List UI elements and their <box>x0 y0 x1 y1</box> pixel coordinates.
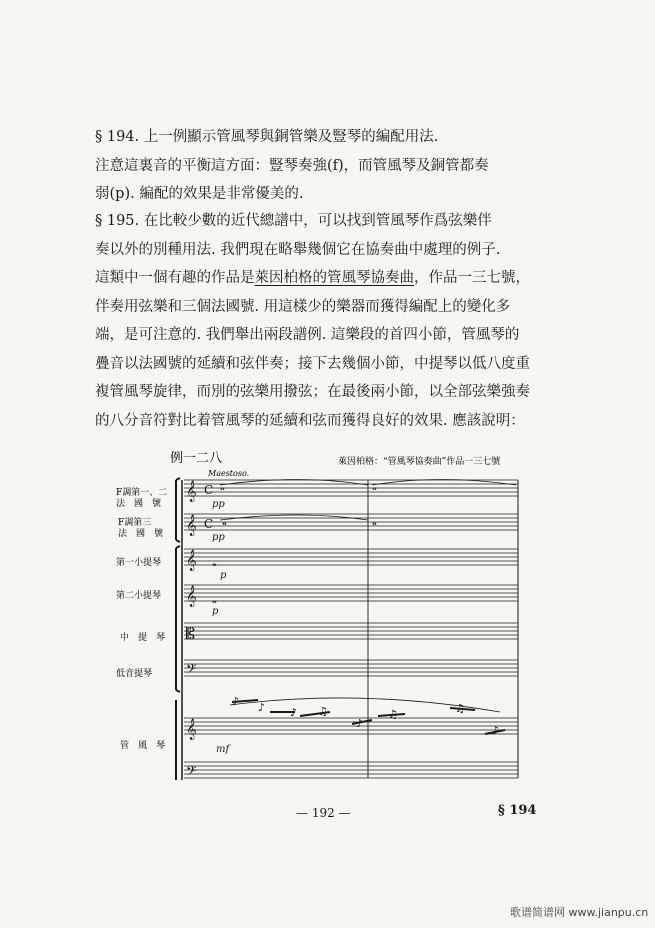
label-violin-2: 第二小提琴 <box>116 591 162 601</box>
underlined-title: 萊因柏格的管風琴協奏曲 <box>254 270 414 286</box>
whole-note: 𝅝 <box>212 592 217 606</box>
text-segment: ，作品一三七號， <box>414 270 530 286</box>
bass-clef-icon: 𝄢 <box>186 661 197 680</box>
eighth-note: ♫ <box>455 702 465 715</box>
whole-note: 𝅝 <box>220 479 225 493</box>
text-line: 注意這裏音的平衡這方面：豎琴奏強(f)，而管風琴及銅管都奏 <box>95 157 489 174</box>
treble-clef-icon: 𝄞 <box>186 550 197 571</box>
whole-note: 𝅝 <box>212 555 217 569</box>
text-line: 複管風琴旋律，而別的弦樂用撥弦；在最後兩小節，以全部弦樂強奏 <box>95 384 530 400</box>
text-line: 奏以外的別種用法. 我們現在略舉幾個它在協奏曲中處理的例子. <box>95 241 501 258</box>
treble-clef-icon: 𝄞 <box>186 481 197 502</box>
dynamic-p: p <box>212 606 219 617</box>
label-cello: 低音提琴 <box>116 669 153 679</box>
treble-clef-icon: 𝄞 <box>186 719 197 740</box>
time-signature: C <box>204 517 214 531</box>
alto-clef-icon: 𝄡 <box>186 624 195 643</box>
text-line: 伴奏用弦樂和三個法國號. 用這樣少的樂器而獲得編配上的變化多 <box>95 298 511 315</box>
tempo-marking: Maestoso. <box>208 469 250 478</box>
score-lines <box>176 478 518 780</box>
text-line: 弱(p). 編配的效果是非常優美的. <box>95 186 304 202</box>
text-line: § 194. 上一例顯示管風琴與銅管樂及豎琴的編配用法. <box>95 129 439 145</box>
eighth-note: ♫ <box>388 708 398 721</box>
page-number: — 192 — <box>296 806 351 820</box>
dynamic-pp: pp <box>212 532 225 543</box>
dynamic-mf: mf <box>216 744 230 755</box>
example-source: 萊因柏格：“管風琴協奏曲”作品一三七號 <box>338 457 501 467</box>
dynamic-pp: pp <box>212 499 225 510</box>
whole-note: 𝅝 <box>372 514 377 528</box>
whole-note: 𝅝 <box>372 479 377 493</box>
example-label: 例一二八 <box>170 451 223 466</box>
label-horn-1-2-b: 法 國 號 <box>116 499 162 509</box>
text-segment: 這類中一個有趣的作品是 <box>95 270 255 286</box>
label-viola: 中 提 琴 <box>120 633 166 643</box>
eighth-note: ♪ <box>290 706 298 719</box>
watermark: 歌谱简谱网 www.jianpu.cn <box>510 906 649 919</box>
dynamic-p: p <box>220 570 227 581</box>
text-line: § 195. 在比較少數的近代總譜中，可以找到管風琴作爲弦樂伴 <box>95 213 492 229</box>
eighth-note: ♫ <box>318 705 328 718</box>
treble-clef-icon: 𝄞 <box>186 586 197 607</box>
bass-clef-icon: 𝄢 <box>186 763 197 782</box>
label-organ: 管 風 琴 <box>120 741 166 751</box>
whole-note: 𝅝 <box>222 514 227 528</box>
eighth-note: ♪ <box>258 701 266 714</box>
text-line: 的八分音符對比着管風琴的延續和弦而獲得良好的效果. 應該說明： <box>95 412 525 429</box>
text-line: 端，是可注意的. 我們舉出兩段譜例. 這樂段的首四小節，管風琴的 <box>95 327 520 343</box>
label-horn-1-2: F調第一、二 <box>116 488 168 498</box>
section-marker: § 194 <box>498 803 537 818</box>
eighth-note: ♪ <box>356 717 364 730</box>
time-signature: C <box>204 483 214 497</box>
label-horn-3-b: 法 國 號 <box>118 529 164 539</box>
label-violin-1: 第一小提琴 <box>116 558 162 568</box>
text-line: 疊音以法國號的延續和弦伴奏；接下去幾個小節，中提琴以低八度重 <box>95 355 530 372</box>
treble-clef-icon: 𝄞 <box>186 515 197 536</box>
eighth-note: ♪ <box>492 724 500 737</box>
eighth-note: ♪ <box>232 695 240 708</box>
label-horn-3: F調第三 <box>118 518 152 528</box>
